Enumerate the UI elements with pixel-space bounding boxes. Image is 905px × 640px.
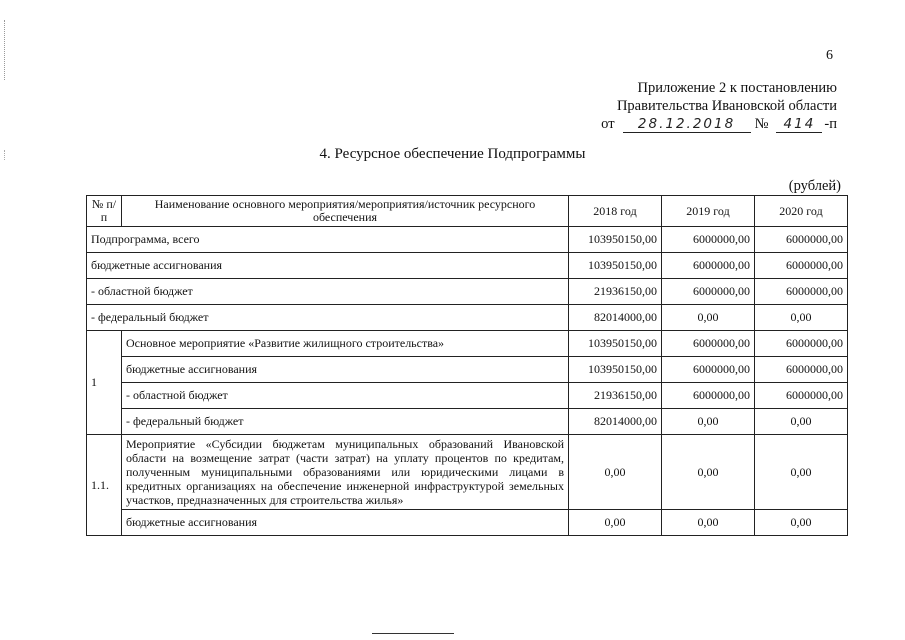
table-header-row xyxy=(87,196,848,227)
value-2018: 0,00 xyxy=(569,435,662,510)
value-2018: 82014000,00 xyxy=(569,409,662,435)
row-name: Основное мероприятие «Развитие жилищного строительства» xyxy=(122,331,569,357)
row-name: Мероприятие «Субсидии бюджетам муниципальных образований Ивановской области на возмещение затрат (части затрат) на уплату процентов по кредитам, полученным муниципальными образованиями или юридическими лицами в кредитных организациях на обеспечение инженерной инфраструктурой земельных участков, предназначенных для строительства жилья» xyxy=(122,435,569,510)
table-row xyxy=(87,227,848,253)
row-num: 1.1. xyxy=(87,435,122,536)
row-name: бюджетные ассигнования xyxy=(122,357,569,383)
value-2020: 0,00 xyxy=(755,305,848,331)
header-2019: 2019 год xyxy=(662,196,755,227)
table-row xyxy=(87,305,848,331)
value-2018: 21936150,00 xyxy=(569,279,662,305)
value-2019: 0,00 xyxy=(662,510,755,536)
section-title: 4. Ресурсное обеспечение Подпрограммы xyxy=(319,146,586,162)
value-2018: 103950150,00 xyxy=(569,357,662,383)
value-2019: 0,00 xyxy=(662,409,755,435)
resource-table xyxy=(86,195,848,536)
value-2018: 103950150,00 xyxy=(569,253,662,279)
page-number: 6 xyxy=(826,48,833,63)
value-2020: 0,00 xyxy=(755,510,848,536)
table-row xyxy=(87,253,848,279)
value-2019: 6000000,00 xyxy=(662,357,755,383)
footer-divider xyxy=(372,633,454,634)
value-2018: 103950150,00 xyxy=(569,227,662,253)
row-name: бюджетные ассигнования xyxy=(122,510,569,536)
row-num: 1 xyxy=(87,331,122,435)
value-2018: 82014000,00 xyxy=(569,305,662,331)
value-2018: 21936150,00 xyxy=(569,383,662,409)
value-2018: 0,00 xyxy=(569,510,662,536)
table-row xyxy=(87,435,848,510)
table-row xyxy=(87,510,848,536)
header-2020: 2020 год xyxy=(755,196,848,227)
header-name: Наименование основного мероприятия/мероприятия/источник ресурсного обеспечения xyxy=(122,196,569,227)
row-name: - федеральный бюджет xyxy=(122,409,569,435)
table-row xyxy=(87,357,848,383)
number-label: № xyxy=(754,116,769,132)
handwritten-date: 28.12.2018 xyxy=(623,117,751,133)
row-name: - федеральный бюджет xyxy=(87,305,569,331)
value-2019: 6000000,00 xyxy=(662,279,755,305)
value-2019: 6000000,00 xyxy=(662,331,755,357)
row-name: - областной бюджет xyxy=(87,279,569,305)
value-2020: 6000000,00 xyxy=(755,279,848,305)
value-2020: 6000000,00 xyxy=(755,331,848,357)
value-2019: 0,00 xyxy=(662,435,755,510)
row-name: - областной бюджет xyxy=(122,383,569,409)
value-2019: 6000000,00 xyxy=(662,383,755,409)
value-2020: 6000000,00 xyxy=(755,357,848,383)
appendix-date-line xyxy=(601,115,837,133)
appendix-header xyxy=(601,79,837,133)
value-2020: 0,00 xyxy=(755,409,848,435)
units-label: (рублей) xyxy=(788,178,841,194)
from-label: от xyxy=(601,116,615,132)
value-2018: 103950150,00 xyxy=(569,331,662,357)
value-2020: 6000000,00 xyxy=(755,383,848,409)
value-2019: 6000000,00 xyxy=(662,227,755,253)
header-num: № п/п xyxy=(87,196,122,227)
table-row xyxy=(87,383,848,409)
handwritten-number: 414 xyxy=(776,117,822,133)
value-2019: 6000000,00 xyxy=(662,253,755,279)
appendix-line-1: Приложение 2 к постановлению xyxy=(637,80,837,96)
appendix-line-2: Правительства Ивановской области xyxy=(616,98,837,114)
value-2020: 6000000,00 xyxy=(755,253,848,279)
row-name: бюджетные ассигнования xyxy=(87,253,569,279)
scan-margin-marks xyxy=(4,20,7,80)
table-row xyxy=(87,279,848,305)
table-row xyxy=(87,409,848,435)
value-2020: 0,00 xyxy=(755,435,848,510)
number-suffix: -п xyxy=(824,116,837,132)
value-2019: 0,00 xyxy=(662,305,755,331)
table-row xyxy=(87,331,848,357)
row-name: Подпрограмма, всего xyxy=(87,227,569,253)
header-2018: 2018 год xyxy=(569,196,662,227)
value-2020: 6000000,00 xyxy=(755,227,848,253)
